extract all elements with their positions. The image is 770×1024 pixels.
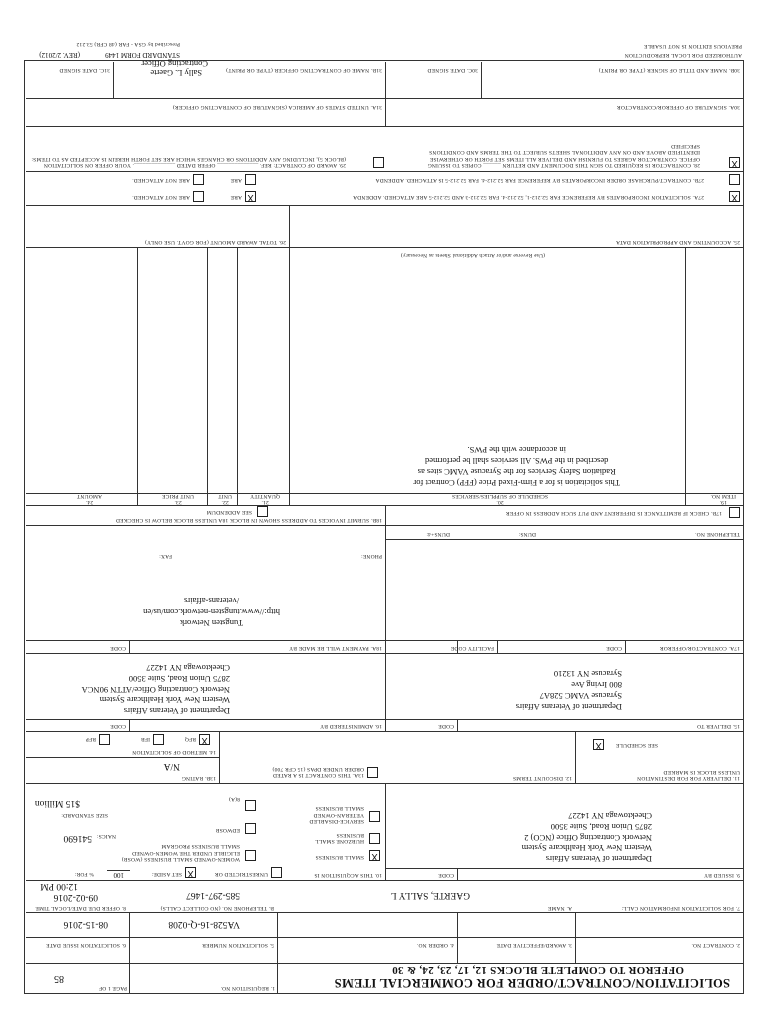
footer-reproduction: AUTHORIZED FOR LOCAL REPRODUCTION [624,52,742,58]
rfp-label: RFP [85,736,96,742]
solicitation-number-label: 5. SOLICITATION NUMBER [202,942,274,948]
clause-27a-text: 27A. SOLICITATION INCORPORATES BY REFERENCE FAR 52.212-1, 52.212-4. FAR 52.212-3 AND 52.212-5 ARE ATTACHED. ADDENDA [352,194,704,200]
remittance-checkbox[interactable] [729,507,740,518]
rated-order-label: 13A. THIS CONTRACT IS A RATED ORDER UNDER DPAS (15 CFR 700) [272,765,364,778]
ifb-checkbox[interactable] [153,734,164,745]
contractor-sign-text: 28. CONTRACTOR IS REQUIRED TO SIGN THIS DOCUMENT AND RETURN ______ COPIES TO ISSUING OFFICE. CONTRACTOR AGREES TO FURNISH AND DELIVER ALL ITEMS SET FORTH OR OTHERWISE IDENTIFIED ABOVE AND ON ANY ADDITIONAL SHEETS SUBJECT TO THE TERMS AND CONDITIONS SPECIFIED [427,143,700,168]
clause-27a-are-label: ARE [230,194,242,200]
see-schedule-label: SEE SCHEDULE [615,742,658,748]
remittance-label: 17B. CHECK IF REMITTANCE IS DIFFERENT AND PUT SUCH ADDRESS IN OFFER [505,510,722,516]
officer-title: Contracting Officer [141,59,208,69]
page-label: PAGE 1 OF [98,985,127,991]
offeror-signature-label: 30A. SIGNATURE OF OFFEROR/CONTRACTOR [616,104,740,110]
award-text: 29. AWARD OF CONTRACT: REF. ______________ OFFER DATED ______________. YOUR OFFER ON SOLICITATION (BLOCK 5), INCLUDING ANY ADDITIONS OR CHANGES WHICH ARE SET FORTH HEREIN IS ACCEPTED AS TO ITEMS: [31,155,346,168]
administered-by-code-label: CODE [110,723,126,729]
accounting-label: 25. ACCOUNTING AND APPROPRIATION DATA [615,239,740,245]
supplies-header: 20. SCHEDULE OF SUPPLIES/SERVICES [451,492,548,505]
naics-value: 541690 [63,833,92,843]
unit-header: 22. UNIT [218,492,232,505]
contractor-code-label: CODE [606,645,622,651]
hubzone-label: HUBZONE SMALL BUSINESS [315,831,364,844]
contact-phone: 585-297-1467 [186,890,240,900]
administered-by-address: Department of Veterans Affairs Western New York Healthcare System Network Contracting Office/ATTN 90NCA 2875 Union Road, Suite 3500 Cheektowaga NY 14227 [81,663,230,716]
duns-label: DUNS: [518,531,536,537]
set-aside-checkbox[interactable]: X [185,867,196,878]
amount-header: 24. AMOUNT [76,492,102,505]
rfq-label: RFQ [184,736,196,742]
contract-no-label: 2. CONTRACT NO. [691,942,740,948]
percent-for-label: % FOR: [74,871,94,877]
8a-label: 8(A) [228,796,240,802]
quantity-header: 21. QUANTITY [249,492,280,505]
offer-due-time: 12:00 PM [40,881,78,891]
telephone-label: TELEPHONE NO. [694,531,740,537]
rating-value: N/A [163,761,180,771]
small-business-label: SMALL BUSINESS [315,854,364,860]
footer-previous-edition: PREVIOUS EDITION IS NOT USABLE [643,43,742,49]
acquisition-label: 10. THIS ACQUISITION IS [314,872,382,878]
addendum-label: SEE ADDENDUM [206,509,252,515]
clause-27b-text: 27B. CONTRACT/PURCHASE ORDER INCORPORATES BY REFERENCE FAR 52.212-4. FAR 52.212-5 IS ATTACHED. ADDENDA [375,177,704,183]
offer-due-date: 09-02-2016 [53,892,98,902]
unrestricted-label: UNRESTRICTED OR [214,871,268,877]
award-date-label: 3. AWARD/EFFECTIVE DATE [496,942,572,948]
rated-order-checkbox[interactable] [367,767,378,778]
unrestricted-checkbox[interactable] [271,867,282,878]
sdvosb-label: SERVICE-DISABLED VETERAN-OWNED SMALL BUSINESS [309,805,364,824]
footer-revision: (REV. 2/2012) [39,51,80,59]
issue-date: 08-15-2016 [63,919,108,929]
clause-27a-are-checkbox[interactable]: X [245,191,256,202]
requisition-label: 1. REQUISITION NO. [220,985,275,991]
size-standard-label: SIZE STANDARD: [61,812,108,818]
payment-fax-label: FAX: [159,553,172,559]
rfp-checkbox[interactable] [99,734,110,745]
contractor-label: 17A. CONTRACTOR/OFFEROR [659,645,740,651]
wosb-label: WOMEN-OWNED SMALL BUSINESS (WOSB) ELIGIBLE UNDER THE WOMEN-OWNED SMALL BUSINESS PROGRAM [121,843,240,862]
method-label: 14. METHOD OF SOLICITATION [132,749,216,755]
naics-label: NAICS: [96,833,116,839]
payment-phone-label: PHONE: [360,553,382,559]
award-checkbox[interactable] [373,157,384,168]
officer-name-label: 31B. NAME OF CONTRACTING OFFICER (TYPE OR PRINT) [226,67,382,73]
deliver-to-address: Department of Veterans Affairs Syracuse VAMC 528A7 800 Irving Ave Syracuse NY 13210 [515,668,622,712]
item-no-header: 19. ITEM NO. [710,492,736,505]
form-subtitle: OFFEROR TO COMPLETE BLOCKS 12, 17, 23, 24, & 30 [391,964,684,976]
issue-date-label: 6. SOLICITATION ISSUE DATE [46,942,126,948]
offer-due-label: 8. OFFER DUE DATE/LOCAL TIME [35,905,126,911]
issued-by-code-label: CODE [438,872,454,878]
signer-name-label: 30B. NAME AND TITLE OF SIGNER (TYPE OR PRINT) [598,67,740,73]
solicitation-number: VA528-16-Q-0208 [168,919,240,929]
deliver-to-label: 15. DELIVER TO [696,723,740,729]
sdvosb-checkbox[interactable] [369,811,380,822]
clause-27a-are-not-checkbox[interactable] [193,191,204,202]
rfq-checkbox[interactable]: X [199,734,210,745]
page-total: 85 [54,973,64,984]
clause-27b-are-label: ARE [230,177,242,183]
addendum-checkbox[interactable] [257,506,268,517]
reverse-note: (Use Reverse and/or Attach Additional Sheets as Necessary) [400,252,545,258]
clause-27b-are-not-checkbox[interactable] [193,174,204,185]
officer-name: Sally L. Gaerte [150,68,202,78]
duns4-label: DUNS+4: [426,531,450,537]
deliver-to-code-label: CODE [438,723,454,729]
submit-invoices-label: 18B. SUBMIT INVOICES TO ADDRESS SHOWN IN BLOCK 18A UNLESS BLOCK BELOW IS CHECKED [115,517,382,523]
clause-27a-are-not-label: ARE NOT ATTACHED. [131,194,190,200]
set-aside-label: SET ASIDE: [151,871,182,877]
footer-prescribed: Prescribed by GSA - FAR (48 CFR) 53.212 [76,41,180,47]
facility-code-label: FACILITY CODE [450,645,494,651]
clause-27b-are-not-label: ARE NOT ATTACHED. [131,177,190,183]
form-title: SOLICITATION/CONTRACT/ORDER FOR COMMERCIAL ITEMS [334,976,730,990]
issued-by-address: Department of Veterans Affairs Western New York Healthcare System Network Contracting Office (NCO) 2 2875 Union Road, Suite 3500 Cheektowaga NY 14227 [521,811,652,864]
size-standard-value: $15 Million [34,798,80,808]
clause-27b-checkbox[interactable] [729,174,740,185]
contact-name: GAERTE, SALLY L [390,890,470,900]
administered-by-label: 16. ADMINISTERED BY [319,723,382,729]
delivery-label: 11. DELIVERY FOR FOB DESTINATION UNLESS BLOCK IS MARKED [636,768,740,781]
name-label: A. NAME [547,905,572,911]
clause-27b-are-checkbox[interactable] [245,174,256,185]
offeror-date-label: 30C. DATE SIGNED [427,67,478,73]
discount-terms-label: 12. DISCOUNT TERMS [512,775,572,781]
edwosb-label: EDWOSB [215,827,240,833]
us-signature-label: 31A. UNITED STATES OF AMERICA (SIGNATURE OF CONTRACTING OFFICER) [172,104,382,110]
ifb-label: IFB [140,736,150,742]
unit-price-header: 23. UNIT PRICE [162,492,194,505]
clause-27a-checkbox[interactable]: X [729,191,740,202]
total-award-label: 26. TOTAL AWARD AMOUNT (FOR GOVT. USE ONLY) [144,239,286,245]
edwosb-checkbox[interactable] [245,823,256,834]
payment-by-label: 18A. PAYMENT WILL BE MADE BY [288,645,382,651]
8a-checkbox[interactable] [245,800,256,811]
see-schedule-checkbox[interactable]: X [593,739,604,750]
set-aside-percent: 100 [108,870,131,879]
rating-label: 13B. RATING [181,775,216,781]
issued-by-label: 9. ISSUED BY [703,872,740,878]
payment-code-label: CODE [110,645,126,651]
small-business-checkbox[interactable]: X [369,850,380,861]
footer-form-name: STANDARD FORM 1449 [105,51,180,59]
officer-date-label: 31C. DATE SIGNED [59,67,110,73]
schedule-description: This solicitation is for a Firm-Fixed Price (FFP) Contract for Radiation Safety Services for the Syracuse VAMC sites as described in the PWS. All services shall be performed in accordance with the PWS. [413,444,620,488]
order-no-label: 4. ORDER NO. [416,942,454,948]
info-call-label: 7. FOR SOLICITATION INFORMATION CALL: [621,905,740,911]
wosb-checkbox[interactable] [245,850,256,861]
phone-label: B. TELEPHONE NO. (NO COLLECT CALLS) [160,905,274,911]
hubzone-checkbox[interactable] [369,833,380,844]
payment-address: Tungsten Network http://www.tungsten-network.com/us/en /veterans-affairs [143,595,280,628]
contractor-sign-checkbox[interactable]: X [729,157,740,168]
